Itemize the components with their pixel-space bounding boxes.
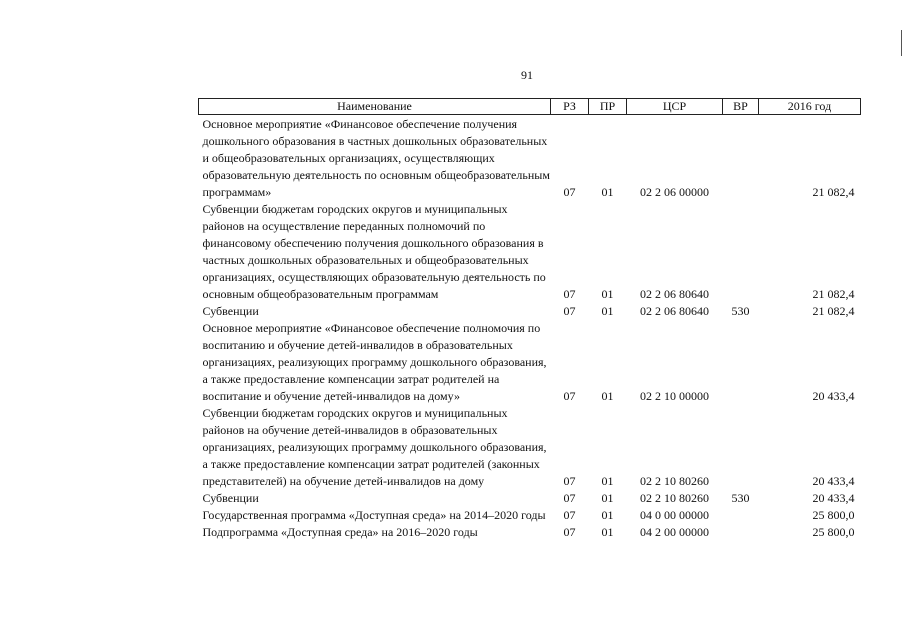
page-number: 91 [521, 68, 533, 82]
row-vr: 530 [731, 304, 750, 318]
row-name: Основное мероприятие «Финансовое обеспечение полномочия по воспитанию и обучение детей-инвалидов в образовательных организациях, реализующих программу дошкольного образования, а также предоставление компенсации затрат родителей на воспитание и обучение детей-инвалидов на дому» [202, 321, 547, 403]
row-amount: 25 800,0 [812, 525, 855, 539]
row-name: Субвенции бюджетам городских округов и муниципальных районов на обучение детей-инвалидов в образовательных организациях, реализующих программу дошкольного образования, а также предоставление компенсации затрат родителей (законных представителей) на обучение детей-инвалидов на дому [202, 406, 547, 488]
row-pr: 01 [601, 474, 614, 488]
row-vr [723, 524, 759, 541]
header-row [199, 99, 861, 115]
row-csr: 04 2 00 00000 [640, 525, 709, 539]
row-amount: 20 433,4 [812, 389, 855, 403]
row-amount: 21 082,4 [812, 185, 855, 199]
row-pr: 01 [601, 525, 614, 539]
table-body [199, 115, 861, 542]
row-vr: 530 [731, 491, 750, 505]
row-name: Субвенции [202, 491, 259, 505]
row-pr: 01 [601, 491, 614, 505]
table-header [199, 99, 861, 115]
row-amount: 25 800,0 [812, 508, 855, 522]
row-csr: 02 2 10 00000 [640, 389, 709, 403]
row-pr: 01 [601, 304, 614, 318]
row-amount: 21 082,4 [812, 287, 855, 301]
table-row [199, 201, 861, 303]
row-name: Государственная программа «Доступная среда» на 2014–2020 годы [202, 508, 546, 522]
row-amount: 20 433,4 [812, 474, 855, 488]
row-csr: 02 2 06 80640 [640, 304, 709, 318]
row-name: Подпрограмма «Доступная среда» на 2016–2020 годы [202, 525, 478, 539]
budget-table [198, 98, 861, 541]
row-vr [723, 507, 759, 524]
row-rz: 07 [563, 474, 576, 488]
table-row [199, 320, 861, 405]
row-vr [723, 115, 759, 202]
row-rz: 07 [563, 287, 576, 301]
row-pr: 01 [601, 389, 614, 403]
table-row [199, 115, 861, 202]
row-name: Субвенции [202, 304, 259, 318]
row-rz: 07 [563, 185, 576, 199]
row-rz: 07 [563, 525, 576, 539]
row-rz: 07 [563, 304, 576, 318]
header-name: Наименование [199, 99, 551, 115]
row-amount: 20 433,4 [812, 491, 855, 505]
table-row [199, 490, 861, 507]
row-pr: 01 [601, 508, 614, 522]
row-csr: 02 2 10 80260 [640, 491, 709, 505]
row-vr [723, 405, 759, 490]
row-name: Основное мероприятие «Финансовое обеспечение получения дошкольного образования в частных дошкольных образовательных и общеобразовательных организациях, осуществляющих образовательную деятельность по основным общеобразовательным программам» [202, 117, 550, 199]
row-csr: 02 2 06 80640 [640, 287, 709, 301]
table-row [199, 507, 861, 524]
header-pr: ПР [589, 99, 627, 115]
row-csr: 04 0 00 00000 [640, 508, 709, 522]
row-vr [723, 320, 759, 405]
row-rz: 07 [563, 508, 576, 522]
header-rz: РЗ [551, 99, 589, 115]
row-pr: 01 [601, 185, 614, 199]
row-name: Субвенции бюджетам городских округов и муниципальных районов на осуществление переданных полномочий по финансовому обеспечению получения дошкольного образования в частных дошкольных образовательных и общеобразовательных организациях, осуществляющих образовательную деятельность по основным общеобразовательным программам [202, 202, 546, 301]
row-csr: 02 2 06 00000 [640, 185, 709, 199]
table-row [199, 303, 861, 320]
table-row [199, 405, 861, 490]
header-csr: ЦСР [627, 99, 723, 115]
row-pr: 01 [601, 287, 614, 301]
header-vr: ВР [723, 99, 759, 115]
row-csr: 02 2 10 80260 [640, 474, 709, 488]
row-amount: 21 082,4 [812, 304, 855, 318]
page-edge-mark [901, 30, 902, 56]
table-row [199, 524, 861, 541]
row-rz: 07 [563, 491, 576, 505]
row-vr [723, 201, 759, 303]
header-year: 2016 год [759, 99, 861, 115]
row-rz: 07 [563, 389, 576, 403]
